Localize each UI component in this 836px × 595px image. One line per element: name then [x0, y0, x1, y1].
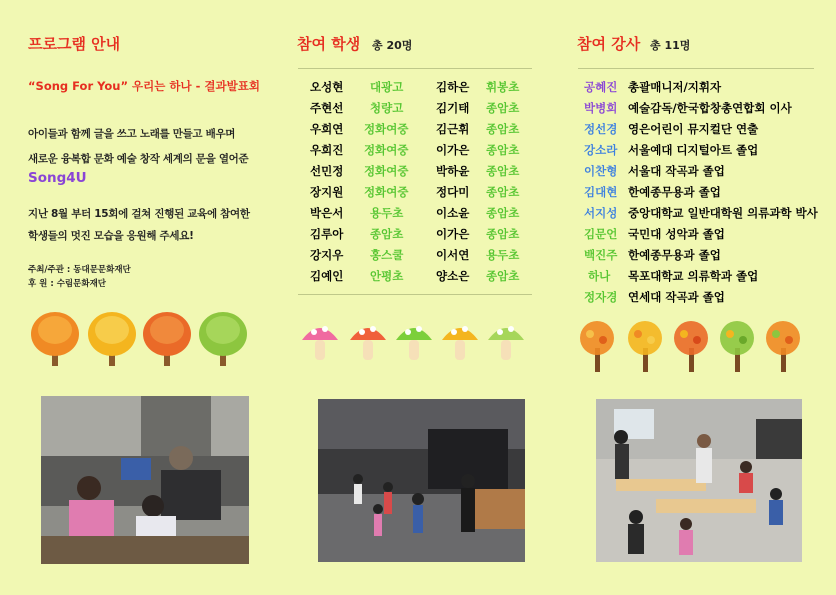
program-title: 프로그램 안내 [28, 35, 121, 53]
student-name: 정다미 [436, 185, 470, 199]
student-school: 정화여중 [364, 185, 409, 199]
student-school: 종암초 [486, 227, 520, 241]
student-school: 종암초 [486, 185, 520, 199]
instructor-desc: 목포대학교 의류학과 졸업 [628, 269, 759, 283]
student-school: 종암초 [486, 164, 520, 178]
student-name: 김하은 [436, 80, 470, 94]
instructor-name: 김대현 [584, 185, 618, 199]
instructor-name: 정선경 [584, 122, 618, 136]
student-name: 강지우 [310, 248, 344, 262]
host-label: 주최/주관 : [28, 265, 71, 275]
student-name: 우희연 [310, 122, 344, 136]
student-school: 청량고 [370, 101, 404, 115]
sponsor-label: 후 원 : [28, 279, 54, 289]
instructor-desc: 서울대 작곡과 졸업 [628, 164, 725, 178]
instructor-name: 이찬형 [584, 164, 618, 178]
instructor-name: 김문언 [584, 227, 618, 241]
instructor-name: 서지성 [584, 206, 618, 220]
mushroom-icon [350, 326, 386, 360]
program-subtitle: “Song For You” 우리는 하나 - 결과발표회 [28, 79, 260, 93]
student-school: 휘봉초 [486, 80, 520, 94]
tree-icon [31, 312, 79, 366]
program-desc-1: 아이들과 함께 글을 쓰고 노래를 만들고 배우며 [28, 128, 236, 140]
instructor-desc: 연세대 작곡과 졸업 [628, 290, 725, 304]
student-name: 김근휘 [436, 122, 470, 136]
student-school: 홍스쿨 [370, 248, 404, 262]
mushroom-row [298, 318, 530, 366]
student-name: 양소은 [436, 269, 470, 283]
student-name: 박은서 [310, 206, 344, 220]
tree-icon [628, 321, 662, 372]
photo-classroom [596, 399, 802, 562]
instructor-desc: 한예종무용과 졸업 [628, 185, 721, 199]
student-name: 이소윤 [436, 206, 470, 220]
instructor-desc: 중앙대학교 일반대학원 의류과학 박사 [628, 206, 818, 220]
student-school: 대광고 [370, 80, 404, 94]
photo-workshop [41, 396, 249, 564]
student-name: 이가은 [436, 227, 470, 241]
mushroom-icon [488, 326, 524, 360]
tree-icon [766, 321, 800, 372]
instructor-name: 정자경 [584, 290, 618, 304]
sponsor-value: 수림문화재단 [56, 279, 106, 289]
student-school: 종암초 [486, 206, 520, 220]
tree-icon [580, 321, 614, 372]
instructor-desc: 예술감독/한국합창총연합회 이사 [628, 101, 792, 115]
instructors-divider [578, 68, 814, 69]
student-name: 김기태 [436, 101, 470, 115]
instructor-name: 하나 [588, 269, 611, 283]
students-divider-bottom [298, 294, 532, 295]
student-name: 김예인 [310, 269, 344, 283]
student-name: 우희진 [310, 143, 344, 157]
program-desc-3: 지난 8월 부터 15회에 걸쳐 진행된 교육에 참여한 [28, 208, 250, 220]
mushroom-icon [396, 326, 432, 360]
instructor-desc: 영은어린이 뮤지컬단 연출 [628, 122, 759, 136]
students-title: 참여 학생 [297, 35, 361, 53]
student-name: 이서연 [436, 248, 470, 262]
student-school: 종암초 [370, 227, 404, 241]
instructor-desc: 총괄매니저/지휘자 [628, 80, 722, 94]
instructor-desc: 서울예대 디지털아트 졸업 [628, 143, 759, 157]
instructor-name: 공혜진 [584, 80, 618, 94]
host-line [28, 263, 131, 275]
student-school: 용두초 [370, 206, 404, 220]
photo-rehearsal [318, 399, 525, 562]
student-name: 박하윤 [436, 164, 470, 178]
mushroom-icon [442, 326, 478, 360]
tree-icon [88, 312, 136, 366]
instructor-name: 박병희 [584, 101, 618, 115]
students-count: 총 20명 [372, 39, 413, 52]
instructor-desc: 한예종무용과 졸업 [628, 248, 721, 262]
instructor-desc: 국민대 성악과 졸업 [628, 227, 725, 241]
student-name: 장지원 [310, 185, 344, 199]
student-name: 오성현 [310, 80, 344, 94]
student-name: 주현선 [310, 101, 344, 115]
mushroom-icon [302, 326, 338, 360]
student-school: 정화여중 [364, 122, 409, 136]
tree-icon [199, 312, 247, 366]
students-divider [298, 68, 532, 69]
program-desc-4: 학생들의 멋진 모습을 응원해 주세요! [28, 230, 194, 242]
student-name: 선민정 [310, 164, 344, 178]
student-school: 종암초 [486, 122, 520, 136]
student-school: 정화여중 [364, 143, 409, 157]
instructors-title: 참여 강사 [577, 35, 641, 53]
instructor-name: 강소라 [584, 143, 618, 157]
sponsor-line [28, 277, 106, 289]
instructor-name: 백진주 [584, 248, 618, 262]
tree-icon [143, 312, 191, 366]
tree-row-left [30, 306, 252, 370]
student-school: 용두초 [486, 248, 520, 262]
song4u-label: Song4U [28, 170, 87, 186]
tree-row-right [578, 318, 808, 374]
student-school: 종암초 [486, 143, 520, 157]
host-value: 동대문문화재단 [73, 265, 131, 275]
student-school: 종암초 [486, 269, 520, 283]
student-name: 김루아 [310, 227, 344, 241]
student-school: 안평초 [370, 269, 404, 283]
student-school: 정화여중 [364, 164, 409, 178]
student-school: 종암초 [486, 101, 520, 115]
tree-icon [674, 321, 708, 372]
instructors-count: 총 11명 [650, 39, 691, 52]
tree-icon [720, 321, 754, 372]
program-desc-2: 새로운 융복합 문화 예술 창작 세계의 문을 열어준 [28, 153, 249, 165]
student-name: 이가은 [436, 143, 470, 157]
